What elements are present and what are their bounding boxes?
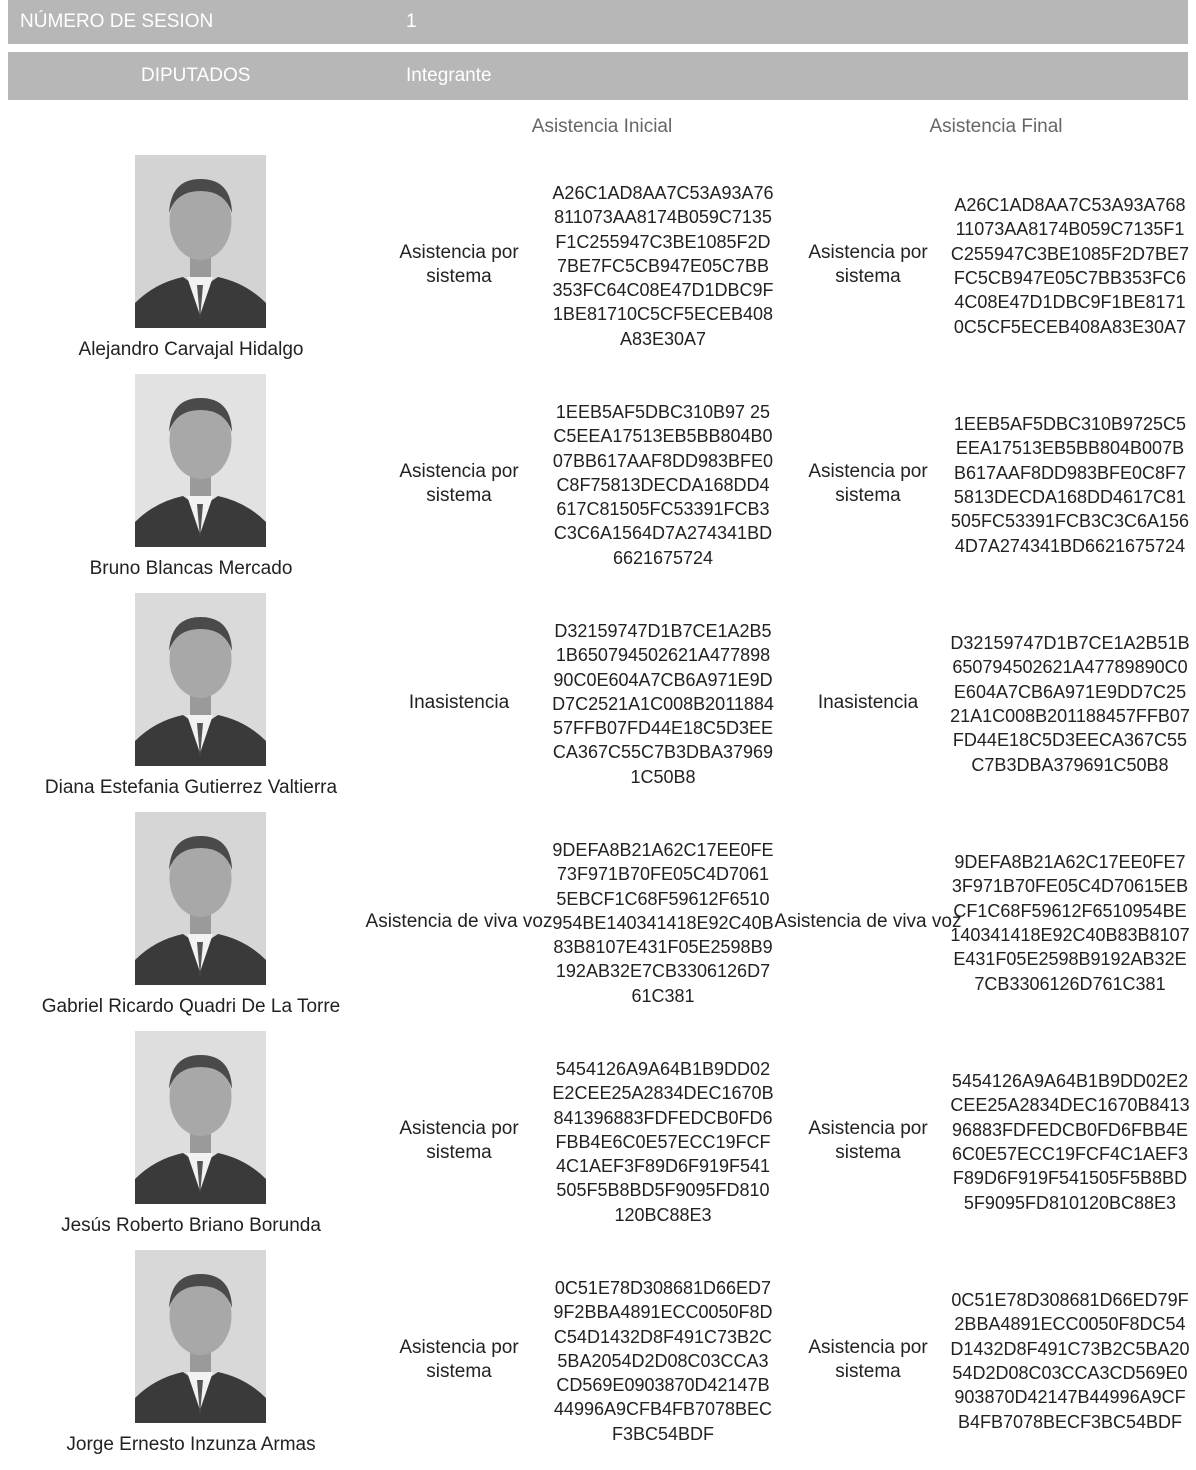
- person-silhouette-icon: [135, 374, 266, 547]
- person-silhouette-icon: [135, 155, 266, 328]
- deputy-row: [0, 593, 1196, 813]
- deputy-row: [0, 812, 1196, 1032]
- person-silhouette-icon: [135, 593, 266, 766]
- final-attendance-hash: A26C1AD8AA7C53A93A76811073AA8174B059C7135F1C255947C3BE1085F2D7BE7FC5CB947E05C7BB353FC64C08E47D1DBC9F1BE81710C5CF5ECEB408A83E30A7: [950, 195, 1190, 337]
- final-attendance-hash: 0C51E78D308681D66ED79F2BBA4891ECC0050F8DC54D1432D8F491C73B2C5BA2054D2D08C03CCA3CD569E0903870D42147B44996A9CFB4FB7078BECF3BC54BDF: [950, 1290, 1190, 1432]
- group-value: Integrante: [406, 65, 492, 86]
- initial-attendance-status: Asistencia por sistema: [399, 461, 519, 506]
- deputy-row: [0, 155, 1196, 375]
- deputy-photo: [135, 1250, 266, 1423]
- initial-attendance-hash: D32159747D1B7CE1A2B51B650794502621A47789890C0E604A7CB6A971E9DD7C2521A1C008B201188457FFB07FD44E18C5D3EECA367C55C7B3DBA379691C50B8: [552, 620, 774, 787]
- column-header-final: Asistencia Final: [929, 116, 1063, 137]
- group-label: DIPUTADOS: [141, 65, 251, 86]
- initial-attendance-hash: 0C51E78D308681D66ED79F2BBA4891ECC0050F8DC54D1432D8F491C73B2C5BA2054D2D08C03CCA3CD569E0903870D42147B44996A9CFB4FB7078BECF3BC54BDF: [553, 1277, 773, 1444]
- final-attendance-hash: D32159747D1B7CE1A2B51B650794502621A47789890C0E604A7CB6A971E9DD7C2521A1C008B201188457FFB07FD44E18C5D3EECA367C55C7B3DBA379691C50B8: [950, 633, 1190, 775]
- deputy-photo: [135, 812, 266, 985]
- deputy-name: Diana Estefania Gutierrez Valtierra: [44, 777, 338, 798]
- final-attendance-hash: 9DEFA8B21A62C17EE0FE73F971B70FE05C4D70615EBCF1C68F59612F6510954BE140341418E92C40B83B8107E431F05E2598B9192AB32E7CB3306126D761C381: [950, 852, 1190, 994]
- final-attendance-status: Inasistencia: [817, 692, 919, 713]
- deputy-row: [0, 1031, 1196, 1251]
- deputy-photo: [135, 593, 266, 766]
- initial-attendance-status: Asistencia de viva voz: [365, 911, 553, 932]
- deputy-name: Alejandro Carvajal Hidalgo: [78, 339, 304, 360]
- person-silhouette-icon: [135, 1250, 266, 1423]
- deputy-name: Bruno Blancas Mercado: [89, 558, 293, 579]
- final-attendance-status: Asistencia por sistema: [808, 242, 928, 287]
- deputy-photo: [135, 374, 266, 547]
- deputy-row: [0, 374, 1196, 594]
- final-attendance-hash: 1EEB5AF5DBC310B9725C5EEA17513EB5BB804B007BB617AAF8DD983BFE0C8F75813DECDA168DD4617C81505FC53391FCB3C3C6A1564D7A274341BD6621675724: [950, 414, 1190, 556]
- session-header-bar: [8, 0, 1188, 44]
- deputy-name: Jesús Roberto Briano Borunda: [61, 1215, 321, 1236]
- person-silhouette-icon: [135, 812, 266, 985]
- initial-attendance-status: Inasistencia: [408, 692, 510, 713]
- final-attendance-status: Asistencia por sistema: [808, 1337, 928, 1382]
- final-attendance-status: Asistencia por sistema: [808, 461, 928, 506]
- final-attendance-status: Asistencia de viva voz: [774, 911, 962, 932]
- initial-attendance-status: Asistencia por sistema: [399, 1337, 519, 1382]
- column-header-initial: Asistencia Inicial: [531, 116, 673, 137]
- deputy-name: Jorge Ernesto Inzunza Armas: [66, 1434, 316, 1455]
- deputy-row: [0, 1250, 1196, 1470]
- initial-attendance-hash: A26C1AD8AA7C53A93A76811073AA8174B059C7135F1C255947C3BE1085F2D7BE7FC5CB947E05C7BB353FC64C08E47D1DBC9F1BE81710C5CF5ECEB408A83E30A7: [552, 182, 774, 349]
- session-label: NÚMERO DE SESION: [20, 11, 214, 32]
- deputy-photo: [135, 1031, 266, 1204]
- deputy-photo: [135, 155, 266, 328]
- person-silhouette-icon: [135, 1031, 266, 1204]
- initial-attendance-hash: 1EEB5AF5DBC310B97 25C5EEA17513EB5BB804B007BB617AAF8DD983BFE0C8F75813DECDA168DD4617C81505FC53391FCB3C3C6A1564D7A274341BD6621675724: [552, 401, 774, 568]
- initial-attendance-status: Asistencia por sistema: [399, 1118, 519, 1163]
- final-attendance-hash: 5454126A9A64B1B9DD02E2CEE25A2834DEC1670B841396883FDFEDCB0FD6FBB4E6C0E57ECC19FCF4C1AEF3F89D6F919F541505F5B8BD5F9095FD810120BC88E3: [950, 1071, 1190, 1213]
- initial-attendance-status: Asistencia por sistema: [399, 242, 519, 287]
- deputy-name: Gabriel Ricardo Quadri De La Torre: [41, 996, 341, 1017]
- session-number: 1: [406, 11, 417, 32]
- initial-attendance-hash: 5454126A9A64B1B9DD02E2CEE25A2834DEC1670B841396883FDFEDCB0FD6FBB4E6C0E57ECC19FCF4C1AEF3F89D6F919F541505F5B8BD5F9095FD810120BC88E3: [552, 1058, 774, 1225]
- group-header-bar: [8, 52, 1188, 100]
- initial-attendance-hash: 9DEFA8B21A62C17EE0FE73F971B70FE05C4D70615EBCF1C68F59612F6510954BE140341418E92C40B83B8107E431F05E2598B9192AB32E7CB3306126D761C381: [552, 839, 774, 1006]
- final-attendance-status: Asistencia por sistema: [808, 1118, 928, 1163]
